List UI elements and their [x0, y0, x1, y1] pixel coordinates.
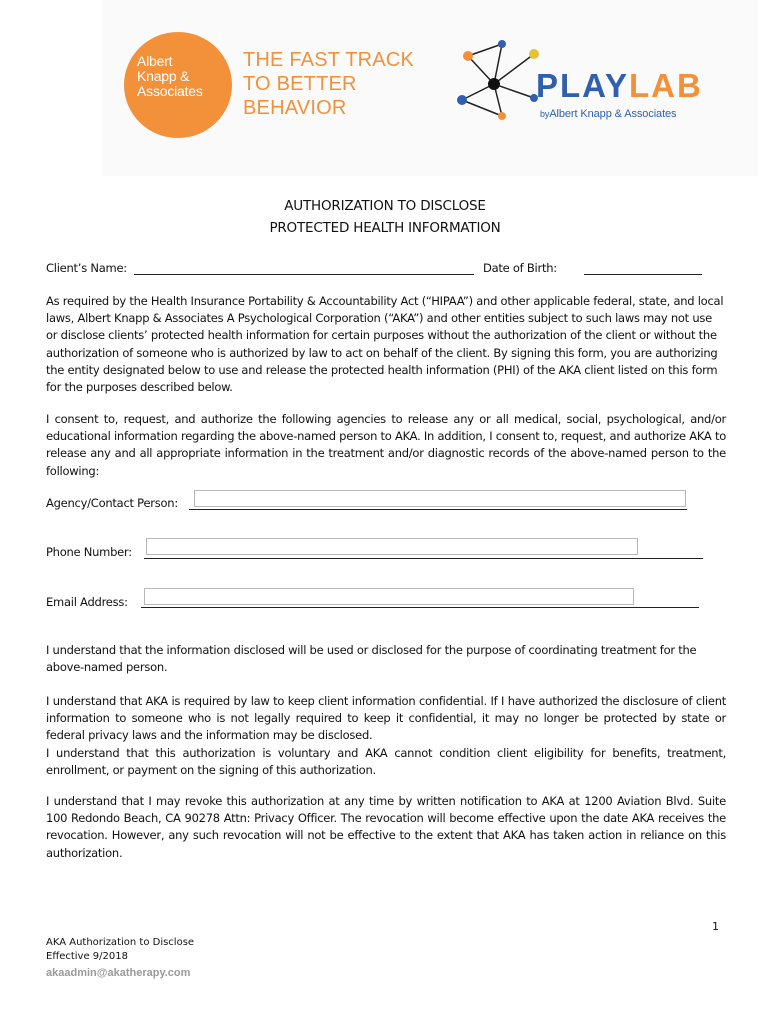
- agency-input[interactable]: [194, 490, 686, 507]
- revoke-text: I understand that I may revoke this authorization at any time by written notification to AKA at 1200 Aviation Blvd. Suite 100 Redondo Beach, CA 90278 Attn: Privacy Officer. The revocation will become effective upon the date AKA receives the revocation. However, any such revocation will not be effective to the extent that AKA has taken action in reliance on this authorization.: [46, 794, 726, 860]
- playlab-play: PLAY: [536, 67, 629, 104]
- page-number: 1: [712, 920, 719, 933]
- aka-logo-line: Albert: [137, 53, 173, 69]
- confidential-paragraph: [46, 693, 726, 779]
- playlab-wordmark: [536, 68, 703, 104]
- document-title-line2: PROTECTED HEALTH INFORMATION: [269, 220, 501, 236]
- phone-label: Phone Number:: [46, 545, 132, 559]
- hipaa-text: As required by the Health Insurance Portability & Accountability Act (“HIPAA”) and other applicable federal, state, and local laws, Albert Knapp & Associates A Psychological Corporation (“AKA”) and other entities subject to such laws may not use or disclose clients’ protected health information for certain purposes without the authorization of the client or without the authorization of someone who is authorized by law to act on behalf of the client. By signing this form, you are authorizing the entity designated below to use and release the protected health information (PHI) of the AKA client listed on this form for the purposes described below.: [46, 294, 724, 395]
- hipaa-paragraph: [46, 293, 726, 396]
- purpose-text: I understand that the information disclosed will be used or disclosed for the purpose of coordinating treatment for the above-named person.: [46, 643, 697, 675]
- dob-field[interactable]: [584, 274, 702, 275]
- footer: [46, 936, 194, 980]
- email-underline: [141, 607, 699, 608]
- agency-underline: [189, 509, 687, 510]
- aka-logo-line: Knapp &: [137, 68, 190, 84]
- playlab-molecule-icon: [452, 36, 544, 122]
- email-input[interactable]: [144, 588, 634, 605]
- byline-name: Albert Knapp & Associates: [549, 108, 677, 120]
- confidential-text: I understand that AKA is required by law to keep client information confidential. If I have authorized the disclosure of client information to someone who is not legally required to keep it confidential, it may no longer be protected by state or federal privacy laws and the information may be disclosed.: [46, 694, 726, 743]
- consent-paragraph: [46, 411, 726, 480]
- playlab-byline: [540, 108, 676, 120]
- aka-logo-line: Associates: [137, 83, 203, 99]
- client-name-label: Client’s Name:: [46, 261, 127, 275]
- dob-label: Date of Birth:: [483, 261, 557, 275]
- tagline-line: TO BETTER: [243, 73, 357, 95]
- purpose-paragraph: [46, 642, 726, 676]
- tagline-line: BEHAVIOR: [243, 97, 347, 119]
- tagline-line: THE FAST TRACK: [243, 49, 414, 71]
- footer-title: AKA Authorization to Disclose: [46, 937, 195, 948]
- document-title-line1: AUTHORIZATION TO DISCLOSE: [284, 198, 486, 214]
- tagline: [243, 48, 443, 120]
- footer-email[interactable]: akaadmin@akatherapy.com: [46, 967, 191, 979]
- phone-underline: [144, 558, 703, 559]
- aka-logo-text: [137, 54, 237, 99]
- client-name-field[interactable]: [134, 274, 474, 275]
- playlab-lab: LAB: [628, 67, 703, 104]
- voluntary-text: I understand that this authorization is voluntary and AKA cannot condition client eligibility for benefits, treatment, enrollment, or payment on the signing of this authorization.: [46, 745, 726, 777]
- agency-label: Agency/Contact Person:: [46, 496, 178, 510]
- consent-text: I consent to, request, and authorize the following agencies to release any or all medical, social, psychological, and/or educational information regarding the above-named person to AKA. In addition, I consent to, request, and authorize AKA to release any and all appropriate information in the treatment and/or diagnostic records of the above-named person to the following:: [46, 412, 726, 478]
- byline-by: by: [540, 109, 550, 119]
- phone-input[interactable]: [146, 538, 638, 555]
- revoke-paragraph: [46, 793, 726, 862]
- footer-effective-date: Effective 9/2018: [46, 951, 128, 962]
- email-label: Email Address:: [46, 595, 128, 609]
